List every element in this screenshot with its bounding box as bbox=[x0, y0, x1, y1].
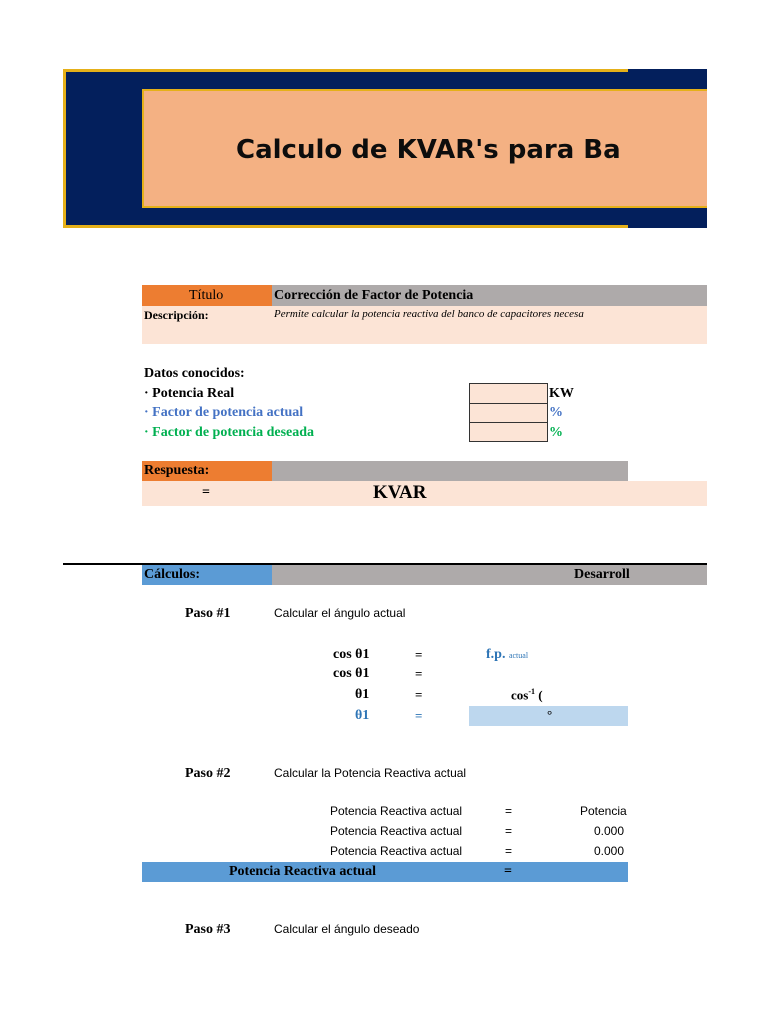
calculos-label-cell bbox=[142, 565, 272, 585]
respuesta-unit: KVAR bbox=[373, 482, 427, 503]
banner-border-left bbox=[63, 69, 66, 228]
descripcion-value: Permite calcular la potencia reactiva del banco de capacitores necesa bbox=[274, 308, 584, 320]
paso1-row2-lhs: cos θ1 bbox=[333, 666, 370, 681]
banner-title-box bbox=[142, 89, 707, 208]
theta1-result-cell bbox=[469, 706, 628, 726]
paso2-row1-rhs: Potencia bbox=[580, 804, 627, 818]
paso1-row1-eq: = bbox=[415, 647, 423, 662]
respuesta-value-cell bbox=[142, 481, 707, 506]
potencia-real-label: · Potencia Real bbox=[144, 386, 235, 401]
paso1-row1-rhs bbox=[486, 647, 528, 663]
calculos-label: Cálculos: bbox=[144, 567, 200, 582]
descripcion-label: Descripción: bbox=[144, 308, 209, 322]
respuesta-label: Respuesta: bbox=[144, 463, 210, 478]
paso2-row2-eq: = bbox=[505, 824, 513, 838]
banner-border-top bbox=[63, 69, 628, 72]
paso2-row3-rhs: 0.000 bbox=[594, 844, 625, 858]
paso1-row1-lhs: cos θ1 bbox=[333, 647, 370, 662]
paso1-row3-eq: = bbox=[415, 687, 423, 702]
fp-actual-unit: % bbox=[549, 405, 563, 420]
paso2-total-label: Potencia Reactiva actual bbox=[229, 864, 376, 879]
calculos-gray-cell bbox=[272, 565, 707, 585]
paso2-total-row bbox=[142, 862, 628, 882]
fp-symbol: f.p. bbox=[486, 647, 506, 662]
paso1-row2-eq: = bbox=[415, 666, 423, 681]
fp-actual-label: · Factor de potencia actual bbox=[144, 405, 304, 420]
titulo-value-cell bbox=[272, 285, 707, 306]
paso2-row1-eq: = bbox=[505, 804, 513, 818]
titulo-label-cell bbox=[142, 285, 272, 306]
paso1-label: Paso #1 bbox=[185, 606, 231, 621]
paso2-row2-rhs: 0.000 bbox=[594, 824, 625, 838]
theta1-degree: ° bbox=[547, 707, 553, 722]
potencia-real-input[interactable] bbox=[469, 383, 548, 404]
titulo-label: Título bbox=[189, 288, 224, 303]
fp-deseada-input[interactable] bbox=[469, 422, 548, 442]
paso2-total-eq: = bbox=[504, 864, 512, 879]
page-title: Calculo de KVAR's para Ba bbox=[236, 135, 621, 165]
fp-deseada-unit: % bbox=[549, 425, 563, 440]
fp-deseada-label: · Factor de potencia deseada bbox=[144, 425, 315, 440]
paso3-label: Paso #3 bbox=[185, 922, 231, 937]
paso2-label: Paso #2 bbox=[185, 766, 231, 781]
titulo-value: Corrección de Factor de Potencia bbox=[274, 288, 474, 303]
datos-heading: Datos conocidos: bbox=[144, 366, 245, 381]
paso2-desc: Calcular la Potencia Reactiva actual bbox=[274, 766, 467, 780]
respuesta-gray-cell bbox=[272, 461, 628, 481]
paso1-row3-lhs: θ1 bbox=[355, 687, 370, 702]
paso1-row4-lhs: θ1 bbox=[355, 708, 370, 723]
paso2-row3-lhs: Potencia Reactiva actual bbox=[330, 844, 463, 858]
descripcion-cell bbox=[142, 306, 707, 344]
cos-superscript: -1 bbox=[528, 687, 536, 696]
fp-actual-input[interactable] bbox=[469, 403, 548, 423]
paso3-desc: Calcular el ángulo deseado bbox=[274, 922, 420, 936]
paso2-row1-lhs: Potencia Reactiva actual bbox=[330, 804, 463, 818]
respuesta-label-cell bbox=[142, 461, 272, 481]
potencia-real-unit: KW bbox=[549, 386, 574, 401]
paso2-row2-lhs: Potencia Reactiva actual bbox=[330, 824, 463, 838]
respuesta-equals: = bbox=[202, 485, 210, 500]
paso1-desc: Calcular el ángulo actual bbox=[274, 606, 406, 620]
paso1-row3-rhs bbox=[511, 687, 543, 703]
paso1-row4-eq: = bbox=[415, 708, 423, 723]
paso2-row3-eq: = bbox=[505, 844, 513, 858]
cos-symbol: cos bbox=[511, 687, 529, 703]
fp-subscript: actual bbox=[508, 651, 529, 660]
calculos-right-label: Desarroll bbox=[574, 567, 630, 582]
banner-border-bottom bbox=[63, 225, 628, 228]
cos-paren: ( bbox=[535, 687, 543, 703]
